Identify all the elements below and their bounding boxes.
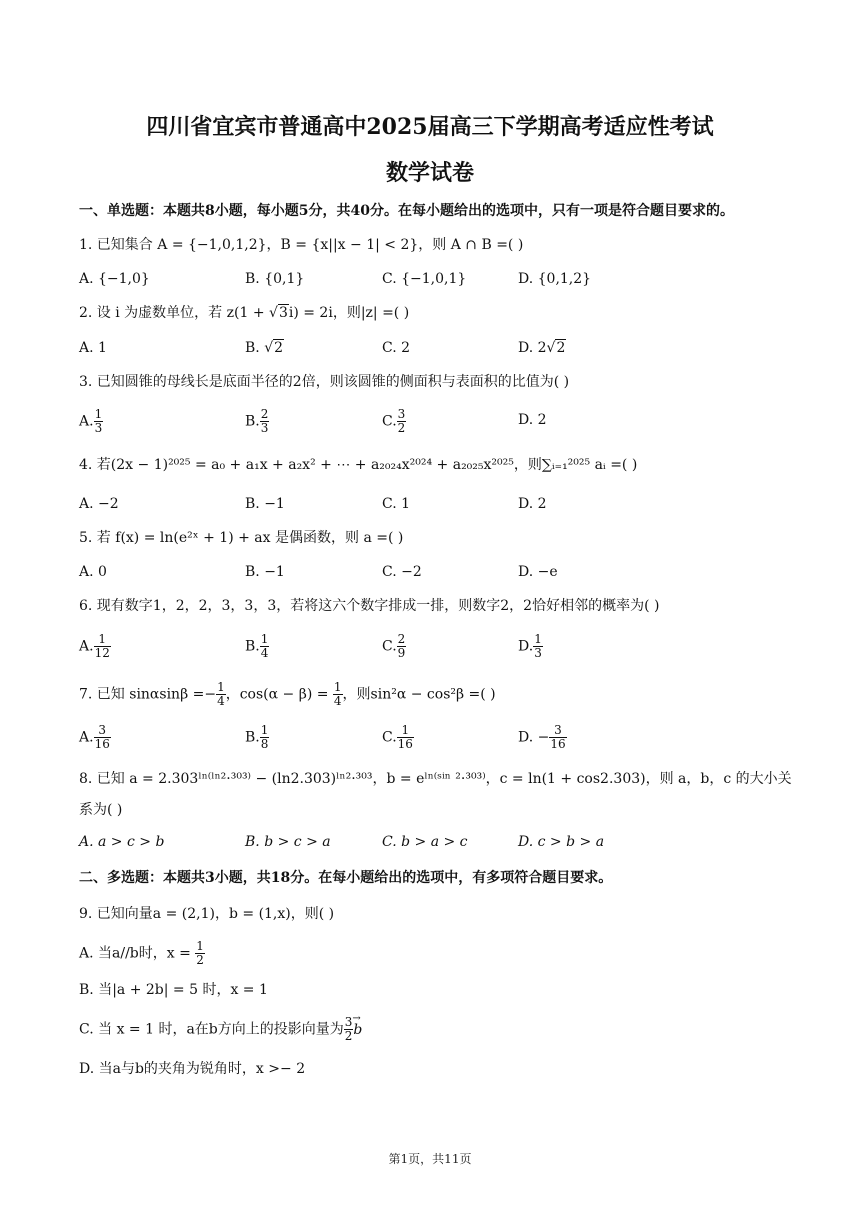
fraction [260,724,270,751]
q6-option-d-label: D. [518,638,534,655]
q7-option-d-label: D. − [518,729,550,746]
q6-option-c [382,633,406,660]
q7-option-d [518,724,567,751]
fraction [260,408,270,435]
fraction-numerator: 3 [397,407,406,421]
q2-option-b-label: B. [245,340,265,356]
fraction-numerator: 1 [94,633,111,647]
fraction-denominator: 3 [534,646,542,660]
fraction-numerator: 1 [217,680,225,694]
fraction-numerator: 2 [260,407,269,421]
fraction [397,633,407,660]
q9-option-c [79,1016,362,1043]
fraction-numerator: 1 [94,407,103,421]
q6-option-c-label: C. [382,638,397,655]
q2-stem-part-b: i) = 2i，则|z| =( ) [288,305,410,321]
q1-option-c: C. {−1,0,1} [382,271,467,287]
q7-option-c-label: C. [382,729,397,746]
q3-option-b-label: B. [245,413,260,430]
section-heading-single-choice: 一、单选题：本题共8小题，每小题5分，共40分。在每小题给出的选项中，只有一项是符合题目要求的。 [79,203,734,219]
q2-option-c: C. 2 [382,340,411,356]
question-2-stem [79,303,409,323]
question-7-stem [79,681,496,708]
q3-option-c [382,408,406,435]
q9-option-c-text: C. 当 x = 1 时，a在b方向上的投影向量为 [79,1021,344,1038]
q6-option-b-label: B. [245,638,260,655]
q3-option-a-label: A. [79,413,94,430]
fraction-denominator: 2 [196,953,204,967]
vector-b-symbol: → b [353,1020,362,1040]
fraction-denominator: 12 [94,646,110,660]
question-5-stem: 5. 若 f(x) = ln(e²ˣ + 1) + ax 是偶函数，则 a =( ) [79,530,404,546]
fraction-denominator: 3 [94,421,103,435]
question-4-stem: 4. 若(2x − 1)²⁰²⁵ = a₀ + a₁x + a₂x² + ⋯ + a₂₀₂₄x²⁰²⁴ + a₂₀₂₅x²⁰²⁵，则∑ᵢ₌₁²⁰²⁵ aᵢ =( ) [79,457,638,473]
q7-option-b [245,724,269,751]
q7-stem-part-b: ，cos(α − β) = [225,686,333,703]
q9-option-a [79,940,205,967]
fraction-denominator: 4 [333,694,342,708]
q4-option-c: C. 1 [382,496,411,512]
q5-option-c: C. −2 [382,564,422,580]
fraction [397,408,407,435]
fraction [533,633,543,660]
fraction [94,633,111,660]
fraction-denominator: 2 [344,1029,353,1043]
q3-option-b [245,408,269,435]
fraction [549,724,566,751]
q9-option-d: D. 当a与b的夹角为锐角时，x >− 2 [79,1061,306,1077]
q6-option-b [245,633,269,660]
question-9-stem: 9. 已知向量a = (2,1)，b = (1,x)，则( ) [79,906,335,922]
page-title: 四川省宜宾市普通高中2025届高三下学期高考适应性考试 [146,114,714,140]
page-subtitle: 数学试卷 [385,160,474,186]
q6-option-a [79,633,111,660]
fraction [397,724,414,751]
q7-option-a-label: A. [79,729,94,746]
q9-option-a-text: A. 当a//b时，x = [79,945,196,962]
q8-option-d: D. c > b > a [518,834,605,850]
fraction-numerator: 1 [260,632,269,646]
q4-option-a: A. −2 [79,496,119,512]
fraction [94,408,104,435]
fraction [333,681,343,708]
q5-option-b: B. −1 [245,564,285,580]
q1-option-d: D. {0,1,2} [518,271,592,287]
question-8-stem: 8. 已知 a = 2.303ˡⁿ⁽ˡⁿ²·³⁰³⁾ − (ln2.303)ˡⁿ²·³⁰³，b = eˡⁿ⁽ˢⁱⁿ ²·³⁰³⁾，c = ln(1 + cos2.303)，则 a，b，c 的大小关 [79,771,792,787]
q2-option-d: D. 2√2 [518,340,566,356]
q4-option-b: B. −1 [245,496,285,512]
fraction-numerator: 2 [397,632,406,646]
question-1-stem: 1. 已知集合 A = {−1,0,1,2}，B = {x||x − 1| < 2}，则 A ∩ B =( ) [79,237,524,253]
fraction-numerator: 3 [549,724,566,738]
fraction-numerator: 1 [397,724,414,738]
page-footer: 第1页，共11页 [388,1152,472,1166]
question-8-stem-continued: 系为( ) [79,802,123,818]
q2-option-d-radicand: 2 [556,340,566,356]
fraction-denominator: 16 [94,737,110,751]
fraction [260,633,270,660]
q7-option-c [382,724,414,751]
sqrt-symbol: √ [269,305,278,321]
question-6-stem: 6. 现有数字1，2，2，3，3，3，若将这六个数字排成一排，则数字2，2恰好相邻的概率为( ) [79,598,660,614]
fraction-denominator: 16 [397,737,413,751]
q7-stem-part-a: 7. 已知 sinαsinβ =− [79,686,217,703]
q3-option-c-label: C. [382,413,397,430]
fraction-numerator: 3 [94,724,111,738]
section-heading-multi-choice: 二、多选题：本题共3小题，共18分。在每小题给出的选项中，有多项符合题目要求。 [79,870,613,886]
fraction-numerator: 1 [333,680,342,694]
q2-option-d-label: D. 2 [518,340,547,356]
fraction [216,681,226,708]
q9-option-b: B. 当|a + 2b| = 5 时，x = 1 [79,982,268,998]
q5-option-a: A. 0 [79,564,107,580]
fraction-denominator: 9 [397,646,406,660]
question-3-stem: 3. 已知圆锥的母线长是底面半径的2倍，则该圆锥的侧面积与表面积的比值为( ) [79,374,570,390]
q4-option-d: D. 2 [518,496,547,512]
fraction-denominator: 2 [397,421,406,435]
q2-radicand: 3 [278,305,288,321]
q7-option-a [79,724,111,751]
fraction-denominator: 4 [260,646,269,660]
q5-option-d: D. −e [518,564,558,580]
q2-option-a: A. 1 [79,340,107,356]
q1-option-a: A. {−1,0} [79,271,150,287]
q3-option-d: D. 2 [518,412,547,428]
q1-option-b: B. {0,1} [245,271,305,287]
q2-stem-part-a: 2. 设 i 为虚数单位，若 z(1 + [79,305,270,321]
q2-option-b: B. √2 [245,340,284,356]
q7-stem-part-c: ，则sin²α − cos²β =( ) [342,686,496,703]
q2-option-b-radicand: 2 [274,340,284,356]
fraction-numerator: 1 [196,939,204,953]
q7-option-b-label: B. [245,729,260,746]
q8-option-a: A. a > c > b [79,834,165,850]
q3-option-a [79,408,103,435]
fraction-denominator: 16 [550,737,566,751]
q6-option-a-label: A. [79,638,94,655]
q6-option-d [518,633,543,660]
fraction-numerator: 1 [534,632,542,646]
fraction-numerator: 1 [260,723,269,737]
fraction-denominator: 4 [217,694,225,708]
fraction [195,940,205,967]
fraction-numerator: 3 [344,1015,353,1029]
fraction-denominator: 3 [260,421,269,435]
fraction [94,724,111,751]
fraction-denominator: 8 [260,737,269,751]
q8-option-b: B. b > c > a [245,834,331,850]
q8-option-c: C. b > a > c [382,834,468,850]
